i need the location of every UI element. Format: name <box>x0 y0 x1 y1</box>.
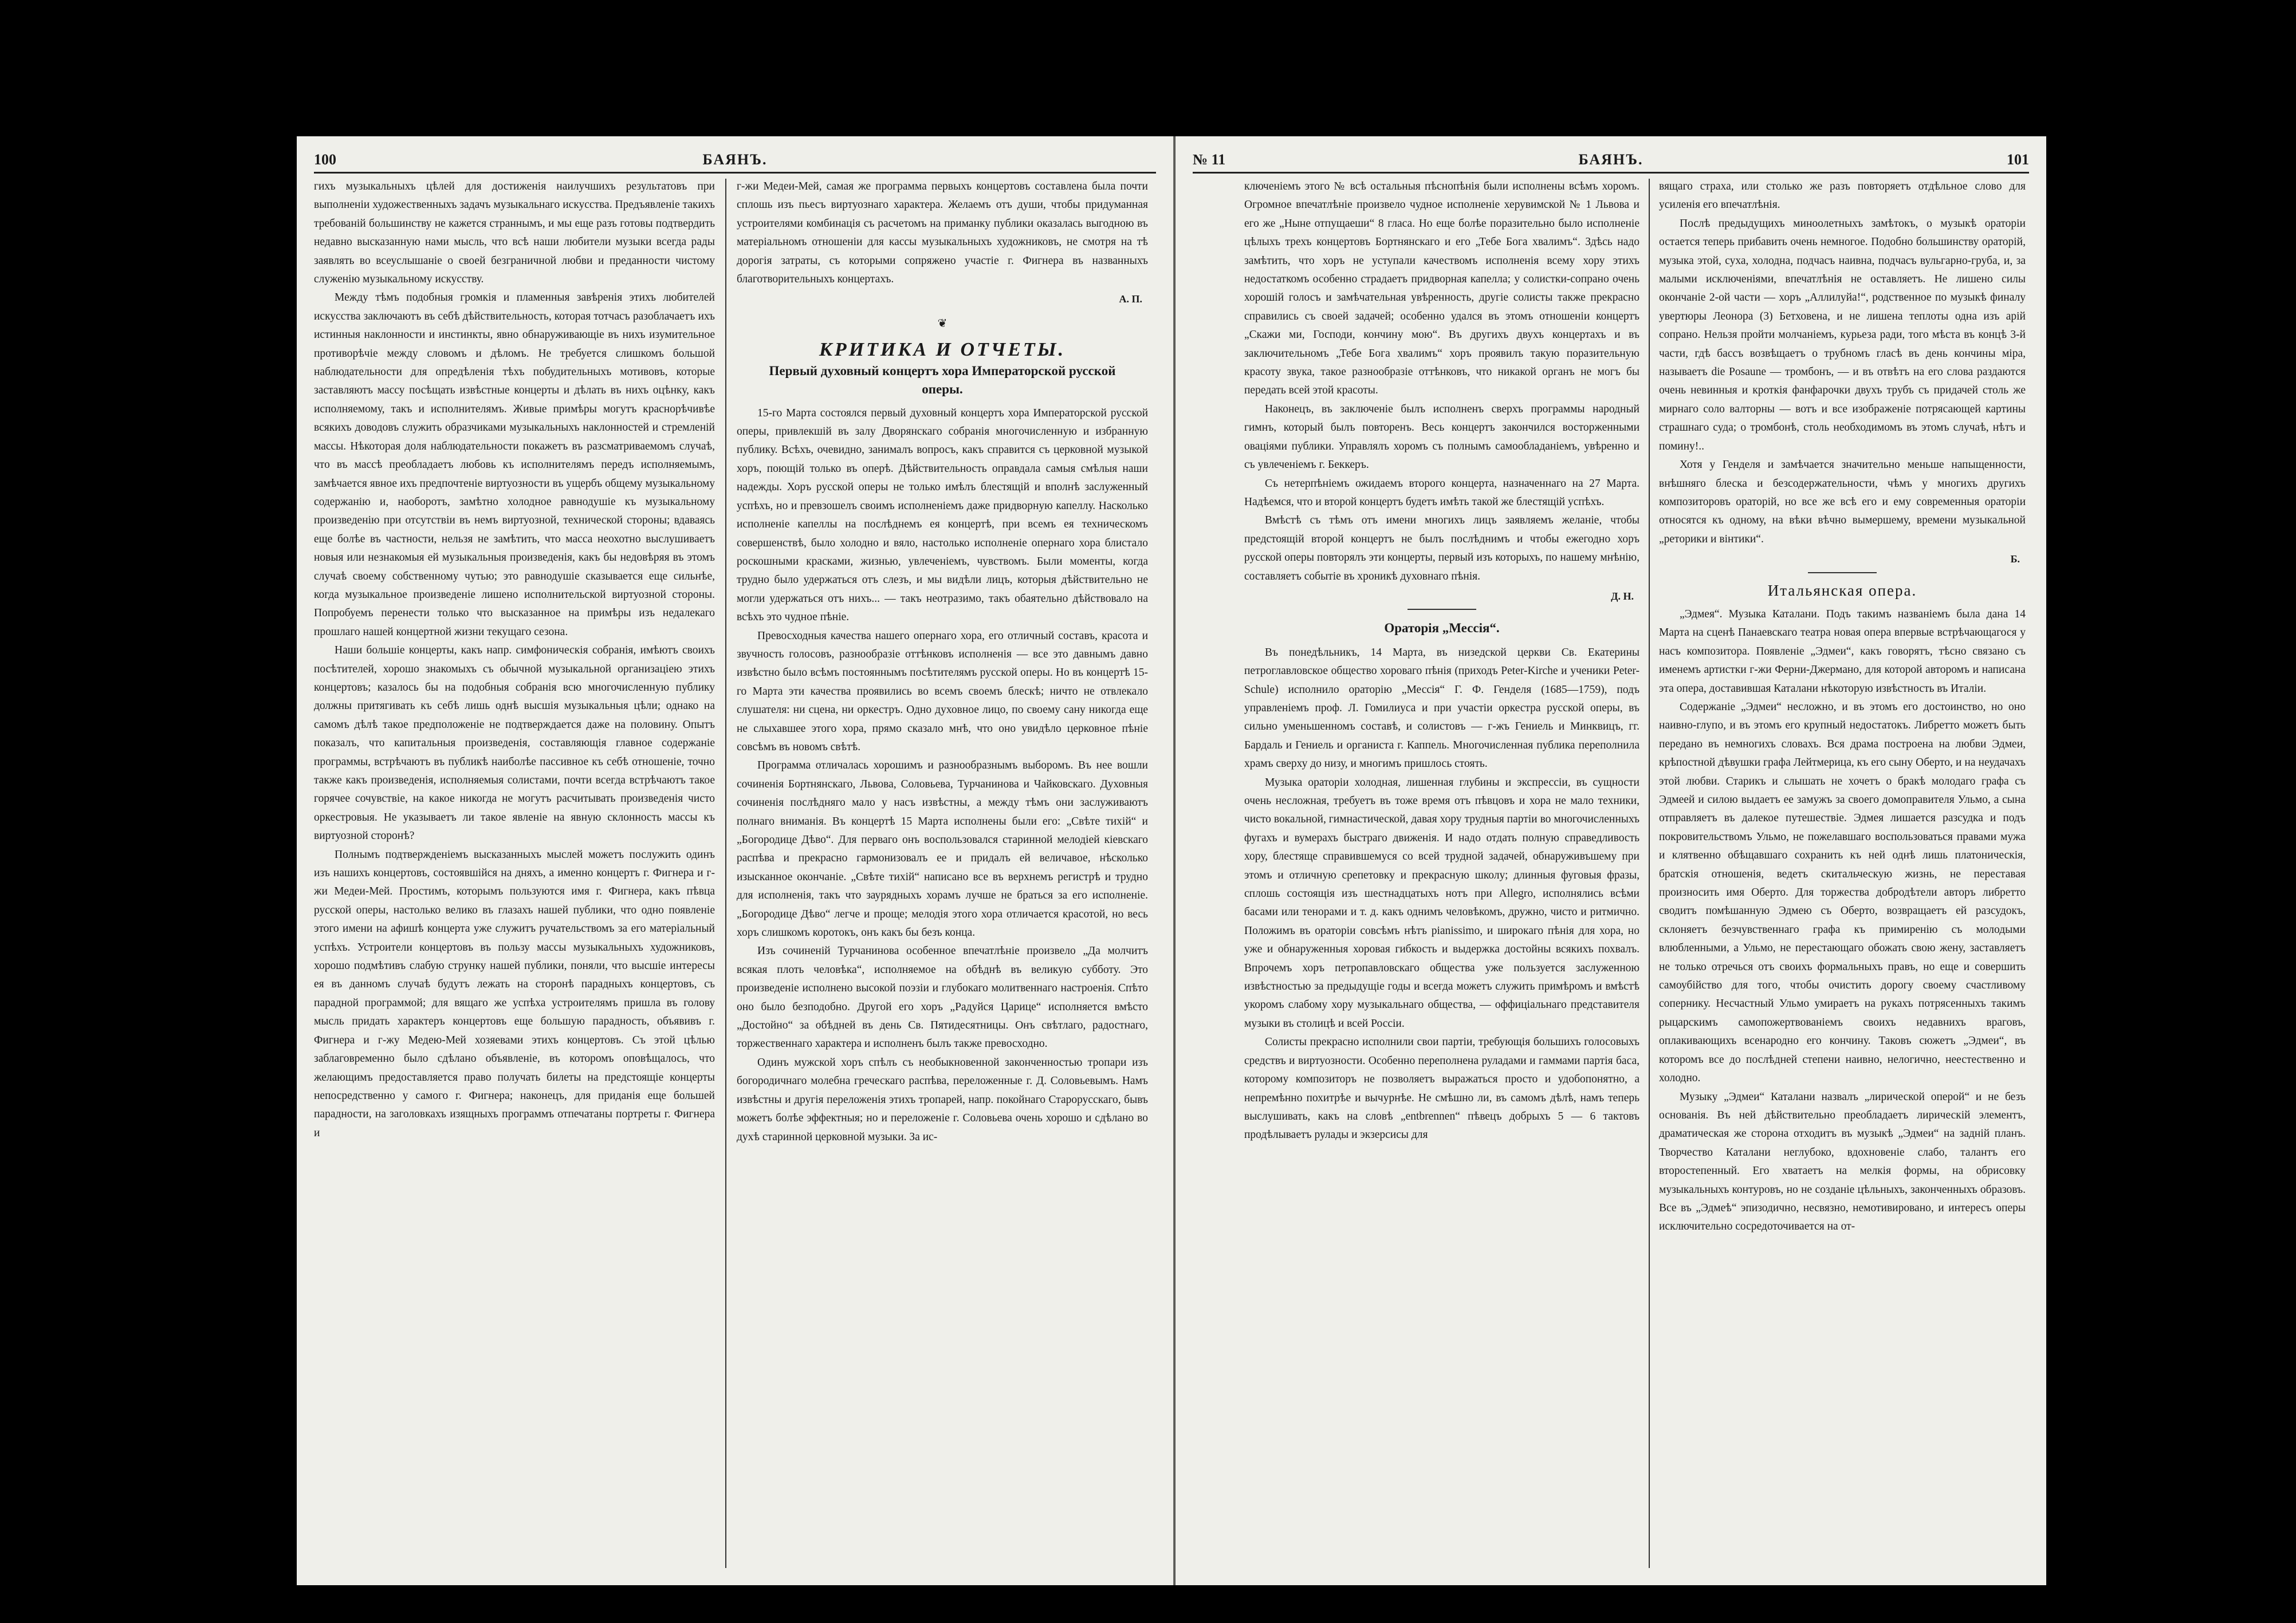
review-title: Первый духовный концертъ хора Императорской русской оперы. <box>769 363 1116 396</box>
journal-title: БАЯНЪ. <box>1578 151 1644 168</box>
article-title: Ораторія „Мессія“. <box>1384 621 1500 636</box>
paragraph: Музыку „Эдмеи“ Каталани назвалъ „лирической оперой“ и не безъ основанія. Въ ней дѣйствительно преобладаетъ лирическій элементъ, драматическая же сторона отходитъ въ музыкѣ „Эдмеи“ на задній планъ. Творчество Каталани неглубоко, вдохновеніе слабо, талантъ его второстепенный. Его хватаетъ на мелкія формы, на обрисовку музыкальныхъ контуровъ, но не созданіе цѣльныхъ, законченныхъ образовъ. Все въ „Эдмеѣ“ эпизодично, несвязно, немотивировано, и интересъ оперы исключительно сосредоточивается на от- <box>1659 1090 2026 1233</box>
paragraph: г-жи Медеи-Мей, самая же программа первыхъ концертовъ составлена была почти сплошь изъ пьесъ виртуознаго характера. Желаемъ отъ души, чтобы придуманная устроителями комбинація съ расчетомъ на приманку публики оказалась выгодною въ матеріальномъ отношеніи для кассы музыкальныхъ художниковъ, не смотря на тѣ дорогія затраты, съ которыми сопряжено участіе г. Фигнера въ названныхъ благотворительныхъ концертахъ. <box>737 180 1148 286</box>
divider <box>1808 572 1877 573</box>
paragraph: „Эдмея“. Музыка Каталани. Подъ такимъ названіемъ была дана 14 Марта на сценѣ Панаевскаго театра новая опера впервые встрѣчающагося у насъ композитора. Появленіе „Эдмеи“, какъ говорятъ, тѣсно связано съ именемъ артистки г-жи Ферни-Джермано, для которой авторомъ и написана эта опера, доставившая Каталани нѣкоторую извѣстность въ Италіи. <box>1659 608 2026 695</box>
column-rule <box>725 179 726 1568</box>
running-head-left <box>314 144 1156 174</box>
paragraph: Съ нетерпѣніемъ ожидаемъ второго концерта, назначеннаго на 27 Марта. Надѣемся, что и второй концертъ будетъ имѣть такой же блестящій успѣхъ. <box>1244 477 1640 508</box>
paragraph: Одинъ мужской хоръ спѣлъ съ необыкновенной законченностью тропари изъ богородичнаго молебна греческаго распѣва, переложенные г. Д. Соловьевымъ. Намъ извѣстны и другія переложенія этихъ тропарей, напр. покойнаго Старорусскаго, бывъ можетъ болѣе эффектныя; но и переложеніе г. Соловьева очень хорошо и сдѣлано во духѣ старинной церковной музыки. За ис- <box>737 1056 1148 1143</box>
column-rule <box>1649 179 1650 1568</box>
page-100 <box>297 136 1173 1585</box>
section-title: КРИТИКА И ОТЧЕТЫ. <box>819 339 1066 361</box>
paragraph: Солисты прекрасно исполнили свои партіи, требующія большихъ голосовыхъ средствъ и виртуозности. Особенно переполнена руладами и гаммами партія баса, которому композиторъ не позволяетъ выражаться просто и удобопонятно, а непремѣнно похитрѣе и вычурнѣе. Не смѣшно ли, въ самомъ дѣлѣ, намъ теперь выслушивать, какъ на словѣ „entbrennen“ пѣвецъ добрыхъ 5 — 6 тактовъ продѣлываетъ рулады и экзерсисы для <box>1244 1036 1640 1141</box>
signature: А. П. <box>1119 293 1142 305</box>
signature: Д. Н. <box>1611 590 1634 602</box>
paragraph: Послѣ предыдущихъ миноолетныхъ замѣтокъ, о музыкѣ ораторіи остается теперь прибавить очень немногое. Подобно большинству ораторій, музыка этой, суха, холодна, подчасъ наивна, подчасъ вульгарно-груба, и, за малыми исключеніями, впечатлѣнія не оставляетъ. Не лишено силы окончаніе 2-ой части — хоръ „Аллилуйа!“, родственное по музыкѣ финалу увертюры Леонора (3) Бетховена, и не лишена теплоты одна изъ арій сопрано. Нельзя пройти молчаніемъ, курьеза ради, того мѣста въ концѣ 3-й части, гдѣ бассъ возвѣщаетъ о трубномъ гласѣ въ день кончины міра, называетъ die Posaune — тромбонъ, — и въ отвѣтъ на его слова раздаются очень невинныя и кроткія фанфарочки двухъ трубъ съ придачей столь же мирнаго соло валторны — вотъ и все изображеніе потрясающей картины страшнаго суда; о тромбонѣ, столь необходимомъ въ этомъ случаѣ, нѣтъ и помину!.. <box>1659 217 2026 452</box>
column-2 <box>1659 178 2026 1574</box>
issue-number: № 11 <box>1193 151 1226 168</box>
page-number: 101 <box>2007 151 2029 168</box>
paragraph: Содержаніе „Эдмеи“ несложно, и въ этомъ его достоинство, но оно наивно-глупо, и въ этомъ его крупный недостатокъ. Либретто можетъ быть передано въ немногихъ словахъ. Вся драма построена на любви Эдмеи, крѣпостной дѣвушки графа Лейтмерица, къ его сыну Оберто, и на неудачахъ этой любви. Старикъ и слышать не хочетъ о бракѣ молодаго графа съ Эдмеей и силою выдаетъ ее замужъ за своего домоправителя Ульмо, а сына отправляетъ въ далекое путешествіе. Эдмея лишается разсудка и подъ покровительствомъ Ульмо, не пожелавшаго воспользоваться правами мужа и клятвенно обѣщавшаго сохранить къ ней однѣ лишь платоническія, братскія отношенія, ведетъ скитальческую жизнь, не переставая произносить имя Оберто. Для торжества добродѣтели авторъ либретто сводитъ помѣшанную Эдмею съ Оберто, возвращаетъ ей разсудокъ, склоняетъ безчувственнаго графа къ примиренію съ молодыми влюбленными, а Ульмо, не перестающаго обожать свою жену, заставляетъ не только отречься отъ своихъ формальныхъ правъ, но еще и совершить самоубійство для того, чтобы очистить дорогу своему счастливому сопернику. Несчастный Ульмо умираетъ на рукахъ потрясенныхъ такимъ рыцарскимъ самопожертвованіемъ своихъ недавнихъ враговъ, оплакивающихъ всенародно его кончину. Таковъ сюжетъ „Эдмеи“, въ которомъ все до послѣдней степени наивно, нелогично, неестественно и холодно. <box>1659 700 2026 1085</box>
paragraph: ключеніемъ этого № всѣ остальныя пѣснопѣнія были исполнены всѣмъ хоромъ. Огромное впечатлѣніе произвело чудное исполненіе херувимской № 1 Львова и его же „Ныне отпущаеши“ 8 гласа. Но еще болѣе поразительно было исполненіе цѣлыхъ трехъ концертовъ Бортнянскаго и его „Тебе Бога хвалимъ“. Здѣсь надо замѣтить, что хоръ не уступали качествомъ исполненія всему хору этихъ недостаткомъ особенно страдаетъ придворная капелла; у солистки-сопрано очень хорошій голосъ и замѣчательная увѣренность, другіе солисты также прекрасно справились съ своей задачей; особенно удался въ этомъ отношеніи концертъ „Скажи ми, Господи, кончину мою“. Въ другихъ двухъ концертахъ и въ заключительномъ „Тебе Бога хвалимъ“ хоръ проявилъ такую поразительную красоту звука, такое разнообразіе оттѣнковъ, что никакой органъ не могъ бы передать всей этой красоты. <box>1244 180 1640 397</box>
paragraph: гихъ музыкальныхъ цѣлей для достиженія наилучшихъ результатовъ при выполненіи художественныхъ задачъ музыкальнаго искусства. Предъявленіе такихъ требованій большинству не кажется страннымъ, и мы еще разъ готовы подтвердить недавно высказанную нами мысль, что всѣ наши любители музыки всегда рады заявлять во всеуслышаніе о своей безграничной любви и преданности чистому служенію музыкальному искусству. <box>314 180 715 286</box>
page-number: 100 <box>314 151 336 168</box>
paragraph: Вмѣстѣ съ тѣмъ отъ имени многихъ лицъ заявляемъ желаніе, чтобы предстоящій второй концертъ не былъ послѣднимъ и чтобы ежегодно хоръ русской оперы повторялъ эти концерты, первый изъ которыхъ, по нашему мнѣнію, составляетъ событіе въ хроникѣ духовнаго пѣнія. <box>1244 514 1640 582</box>
running-head-right <box>1193 144 2029 174</box>
paragraph: 15-го Марта состоялся первый духовный концертъ хора Императорской русской оперы, привлекшій въ залу Дворянскаго собранія многочисленную и избранную публику. Всѣхъ, очевидно, занималъ вопросъ, какъ справится съ церковной музыкой хоръ, поющій только въ оперѣ. Дѣйствительность оправдала самыя смѣлыя наши надежды. Хоръ русской оперы не только имѣлъ блестящій и вполнѣ заслуженный успѣхъ, но и превзошелъ своимъ исполненіемъ даже придворную капеллу. Насколько исполненіе капеллы на послѣднемъ ея концертѣ, при всемъ ея техническомъ совершенствѣ, было холодно и вяло, настолько исполненіе опернаго хора блистало роскошными красками, жизнью, увлеченіемъ, чувствомъ. Были моменты, когда трудно было удержаться отъ слезъ, и мы видѣли лицъ, которыя дѣйствительно не могли удержаться отъ нихъ... — такъ неотразимо, такъ обаятельно дѣйствовало на всѣхъ это чудное пѣніе. <box>737 407 1148 624</box>
opera-section-title: Итальянская опера. <box>1767 581 1917 599</box>
signature: Б. <box>2010 553 2020 565</box>
journal-title: БАЯНЪ. <box>702 151 768 168</box>
column-2 <box>737 178 1148 1574</box>
paragraph: Въ понедѣльникъ, 14 Марта, въ низедской церкви Св. Екатерины петроглавловское общество хороваго пѣнія (приходъ Peter-Kirche и ученики Peter-Schule) исполнило ораторію „Мессія“ Г. Ф. Генделя (1685—1759), подъ управленіемъ проф. Л. Гомилиуса и при участіи оркестра русской оперы, въ сильно уменьшенномъ составѣ, и солистовъ — г-жъ Гениель и Минквицъ, гг. Бардаль и Гениель и органиста г. Каппель. Многочисленная публика переполнила храмъ сверху до низу, и многимъ пришлось стоять. <box>1244 646 1640 770</box>
column-1 <box>314 178 715 1574</box>
paragraph: Превосходныя качества нашего опернаго хора, его отличный составъ, красота и звучность голосовъ, разнообразіе оттѣнковъ исполненія — все это давнымъ давно извѣстно было всѣмъ постояннымъ посѣтителямъ русской оперы. Но въ концертѣ 15-го Марта эти качества проявились во всемъ своемъ блескѣ; ничто не отвлекало слушателя: ни сцена, ни оркестръ. Одно духовное лицо, по своему сану никогда еще не слыхавшее этого хора, прямо сказало мнѣ, что оно увидѣло церковное пѣніе совсѣмъ въ новомъ свѣтѣ. <box>737 629 1148 753</box>
paragraph: Между тѣмъ подобныя громкія и пламенныя завѣренія этихъ любителей искусства заключаютъ въ себѣ дѣйствительность, которая тотчасъ разоблачаетъ ихъ истинныя наклонности и инстинкты, явно обнаруживающіе въ нихъ изумительное противорѣчіе между словомъ и дѣломъ. Не требуется слишкомъ большой наблюдательности для опредѣленія тѣхъ побудительныхъ мотивовъ, которые заставляютъ массу посѣщать извѣстные концерты и дѣлать въ нихъ оцѣнку, какъ исполняемому, такъ и исполнителямъ. Живые примѣры могутъ краснорѣчивѣе всякихъ доводовъ служить образчиками музыкальныхъ наклонностей и стремленій массы. Нѣкоторая доля наблюдательности покажетъ въ разсматриваемомъ случаѣ, что въ массѣ преобладаетъ любовь къ исполнителямъ передъ исполняемымъ, замѣчается явное ихъ предпочтеніе виртуозности въ ущербъ общему музыкальному содержанію и, наоборотъ, замѣтно холодное равнодушіе къ музыкальному произведенію при отсутствіи въ немъ виртуозной, технической стороны; вдаваясь еще болѣе въ частности, нельзя не замѣтить, что масса неохотно выслушиваетъ новыя или незнакомыя ей музыкальныя произведенія, какъ бы недовѣряя въ этомъ случаѣ своему собственному чутью; это равнодушіе сказывается еще сильнѣе, когда музыкальное произведеніе лишено исполнительской виртуозной стороны. Попробуемъ перенести только что высказанное на примѣры изъ недалекаго прошлаго нашей концертной жизни текущаго сезона. <box>314 291 715 638</box>
ornament: ❦ <box>937 317 948 330</box>
paragraph: Полнымъ подтвержденіемъ высказанныхъ мыслей можетъ послужить одинъ изъ нашихъ концертовъ, состоявшійся на дняхъ, а именно концертъ г. Фигнера и г-жи Медеи-Мей. Простимъ, которымъ пользуются имя г. Фигнера, какъ пѣвца русской оперы, настолько велико въ глазахъ нашей публики, что одно появленіе этого имени на афишѣ концерта уже служитъ ручательствомъ за его матеріальный успѣхъ. Устроители концертовъ въ пользу массы музыкальныхъ художниковъ, хорошо подмѣтивъ слабую струнку нашей публики, поняли, что высшіе интересы ея въ данномъ случаѣ будутъ лежать на сторонѣ парадныхъ концертовъ, съ парадной программой; для вящаго же успѣха устроителямъ пришла въ голову мысль придать характеръ концертовъ еще большую парадность, объявивъ г. Фигнера и г-жу Медею-Мей хозяевами этихъ концертовъ. Съ этой цѣлью заблаговременно было сдѣлано объявленіе, въ которомъ оповѣщалось, что желающимъ предоставляется право получать билеты на предстоящіе концерты непосредственно у самого г. Фигнера; наконецъ, для приданія еще большей парадности, на заголовкахъ изящныхъ программъ отпечатаны портреты г. Фигнера и <box>314 848 715 1139</box>
column-1 <box>1244 178 1640 1574</box>
page-101 <box>1175 136 2046 1585</box>
paragraph: Программа отличалась хорошимъ и разнообразнымъ выборомъ. Въ нее вошли сочиненія Бортнянскаго, Львова, Соловьева, Турчанинова и Чайковскаго. Духовныя сочиненія послѣдняго мало у насъ извѣстны, а между тѣмъ они заслуживаютъ полнаго вниманія. Въ концертѣ 15 Марта исполнены были его: „Свѣте тихій“ и „Богородице Дѣво“. Для перваго онъ воспользовался старинной мелодіей кіевскаго распѣва и прекрасно гармонизовалъ ее и придалъ ей величавое, нѣсколько изысканное окончаніе. „Свѣте тихій“ написано все въ верхнемъ регистрѣ и трудно для исполненія, такъ что заурядныхъ хорамъ лучше не браться за его исполненіе. „Богородице Дѣво“ легче и проще; мелодія этого хора отличается красотой, но весь хоръ слишкомъ коротокъ, онъ какъ бы безъ конца. <box>737 759 1148 939</box>
paragraph: Музыка ораторіи холодная, лишенная глубины и экспрессіи, въ сущности очень несложная, требуетъ въ тоже время отъ пѣвцовъ и хора не мало техники, чисто вокальной, гимнастической, давая хору трудныя партіи во многочисленныхъ фугахъ и вумерахъ быстраго движенія. И надо отдать полную справедливость хору, блестяще справившемуся со всей трудной задачей, обнаруживъшему при этомъ и отличную срепетовку и прекрасную школу; длинныя фуговыя фразы, сплошь состоящія изъ шестнадцатыхъ нотъ при Allegro, исполнялись всѣми басами или тенорами и т. д. какъ однимъ человѣкомъ, дружно, чисто и ритмично. Положимъ въ ораторіи совсѣмъ нѣтъ pianissimo, и широкаго пѣнія для хора, но уже и обнаруженныя хоровая гибкость и выдержка достойны всякихъ похвалъ. Впрочемъ хоръ петропавловскаго общества уже пользуется заслуженною извѣстностью за предыдущіе годы и всегда можетъ служить примѣромъ и вмѣстѣ укоромъ слабому хору музыкальнаго общества, — оффиціальнаго представителя музыки въ столицѣ и всей Россіи. <box>1244 776 1640 1030</box>
paragraph: вящаго страха, или столько же разъ повторяетъ отдѣльное слово для усиленія его впечатлѣнія. <box>1659 180 2026 211</box>
paragraph: Изъ сочиненій Турчанинова особенное впечатлѣніе произвело „Да молчитъ всякая плоть человѣка“, исполняемое на обѣднѣ въ великую субботу. Это произведеніе исполнено высокой поэзіи и глубокаго молитвеннаго настроенія. Спѣто оно было безподобно. Другой его хоръ „Радуйся Царице“ исполняется вмѣсто „Достойно“ за обѣдней въ день Св. Пятидесятницы. Онъ свѣтлаго, радостнаго, торжественнаго характера и исполненъ былъ также превосходно. <box>737 945 1148 1050</box>
paragraph: Хотя у Генделя и замѣчается значительно меньше напыщенности, внѣшняго блеска и безсодержательности, чѣмъ у многихъ другихъ композиторовъ ораторій, но все же всѣ его и ему современныя ораторіи относятся къ одному, на вѣки вѣчно вымершему, времени музыкальной „реторики и вінтики“. <box>1659 459 2026 545</box>
paragraph: Наконецъ, въ заключеніе былъ исполненъ сверхъ программы народный гимнъ, который былъ повторенъ. Весь концертъ закончился восторженными оваціями публики. Управлялъ хоромъ съ полнымъ самообладаніемъ, увѣренно и съ увлеченіемъ г. Беккеръ. <box>1244 403 1640 471</box>
paragraph: Наши большіе концерты, какъ напр. симфоническія собранія, имѣютъ своихъ посѣтителей, хорошо знакомыхъ съ обычной музыкальной организаціею этихъ концертовъ; казалось бы на подобныя собранія всю многочисленную публику должны притягивать къ себѣ лишь однѣ высшія музыкальныя цѣли; однако на самомъ дѣлѣ такое предположеніе не подтверждается даже на половину. Опытъ показалъ, что капитальныя произведенія, составляющія главное содержаніе программы, встрѣчаютъ въ публикѣ наиболѣе пассивное къ себѣ отношеніе, точно также какъ произведенія, исполняемыя солистами, почти всегда встрѣчаютъ такое горячее сочувствіе, на какое никогда не могутъ расчитывать произведенія чисто оркестровыя. Не указываетъ ли такое явленіе на явную склонность массы къ виртуозной сторонѣ? <box>314 644 715 842</box>
divider <box>1408 609 1476 610</box>
